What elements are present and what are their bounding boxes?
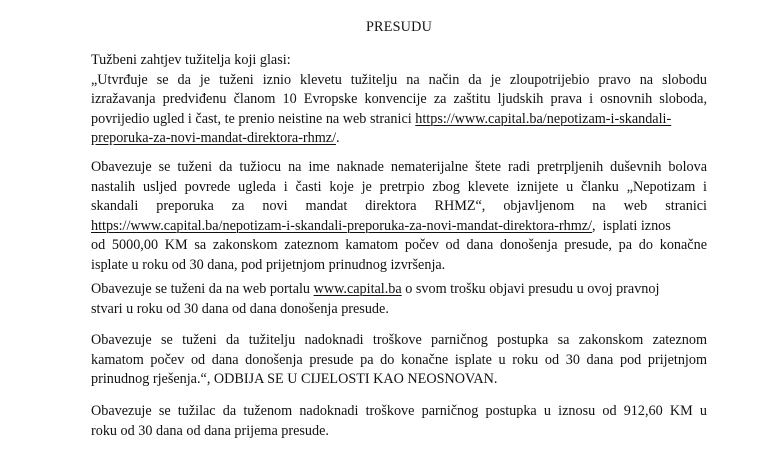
text-line: roku od 30 dana od dana prijema presude.: [91, 422, 329, 439]
text-line: Obavezuje se tuženi da tužitelju nadoknadi troškove parničnog postupka sa zakonskom zateznom: [91, 332, 707, 348]
text-line: Obavezuje se tuženi da tužiocu na ime naknade nematerijalne štete radi pretrpljenih duševnih bolova: [91, 159, 707, 175]
capital-article-link[interactable]: https://www.capital.ba/nepotizam-i-skandali-: [415, 110, 672, 127]
text-line: Obavezuje se tužilac da tuženom nadoknadi troškove parničnog postupka u iznosu od 912,60 KM u: [91, 403, 707, 419]
capital-article-link-continued[interactable]: preporuka-za-novi-mandat-direktora-rhmz/: [91, 130, 337, 147]
document-heading: PRESUDU: [365, 19, 433, 35]
text-line: preporuka-za-novi-mandat-direktora-rhmz/.: [91, 130, 340, 147]
text-line: prinudnog rješenja.“, ODBIJA SE U CIJELOSTI KAO NEOSNOVAN.: [91, 371, 498, 388]
text-line: kamatom počev od dana donošenja presude pa do konačne isplate u roku od 30 dana pod prijetnjom: [91, 351, 707, 368]
capital-portal-link[interactable]: www.capital.ba: [313, 281, 402, 297]
paragraph-damages: [91, 158, 707, 276]
text-line: https://www.capital.ba/nepotizam-i-skandali-preporuka-za-novi-mandat-direktora-rhmz/, isplati iznos: [91, 217, 671, 234]
paragraph-plaintiff-costs: [91, 402, 707, 441]
text-line: nastalih usljed povrede ugleda i časti koje je pretrpio zbog klevete iznijete u članku „Nepotizam i: [91, 178, 707, 195]
text-line: isplate u roku od 30 dana, pod prijetnjom prinudnog izvršenja.: [91, 256, 446, 273]
text-line: Tužbeni zahtjev tužitelja koji glasi:: [91, 52, 291, 68]
text-line: „Utvrđuje se da je tuženi iznio klevetu tužitelju na način da je zloupotrijebio pravo na slobodu: [91, 71, 707, 88]
text-line: stvari u roku od 30 dana od dana donošenja presude.: [91, 300, 389, 317]
capital-article-link[interactable]: https://www.capital.ba/nepotizam-i-skandali-preporuka-za-novi-mandat-direktora-rhmz/: [91, 217, 592, 234]
text-line: od 5000,00 KM sa zakonskom zateznom kamatom počev od dana donošenja presude, pa do konačne: [91, 237, 707, 254]
paragraph-costs-rejected: [91, 331, 707, 390]
paragraph-claim: [91, 51, 707, 149]
paragraph-publication: [91, 280, 707, 319]
text-line: izražavanja predviđenu članom 10 Evropske konvencije za zaštitu ljudskih prava i osnovnih sloboda,: [91, 91, 707, 108]
text-line: Obavezuje se tuženi da na web portalu www.capital.ba o svom trošku objavi presudu u ovoj pravnoj: [91, 281, 660, 297]
text-line: skandali preporuka za novi mandat direktora RHMZ“, objavljenom na web stranici: [91, 198, 707, 215]
text-line: povrijedio ugled i čast, te prenio neistine na web stranici https://www.capital.ba/nepotizam-i-skandali-: [91, 110, 672, 127]
